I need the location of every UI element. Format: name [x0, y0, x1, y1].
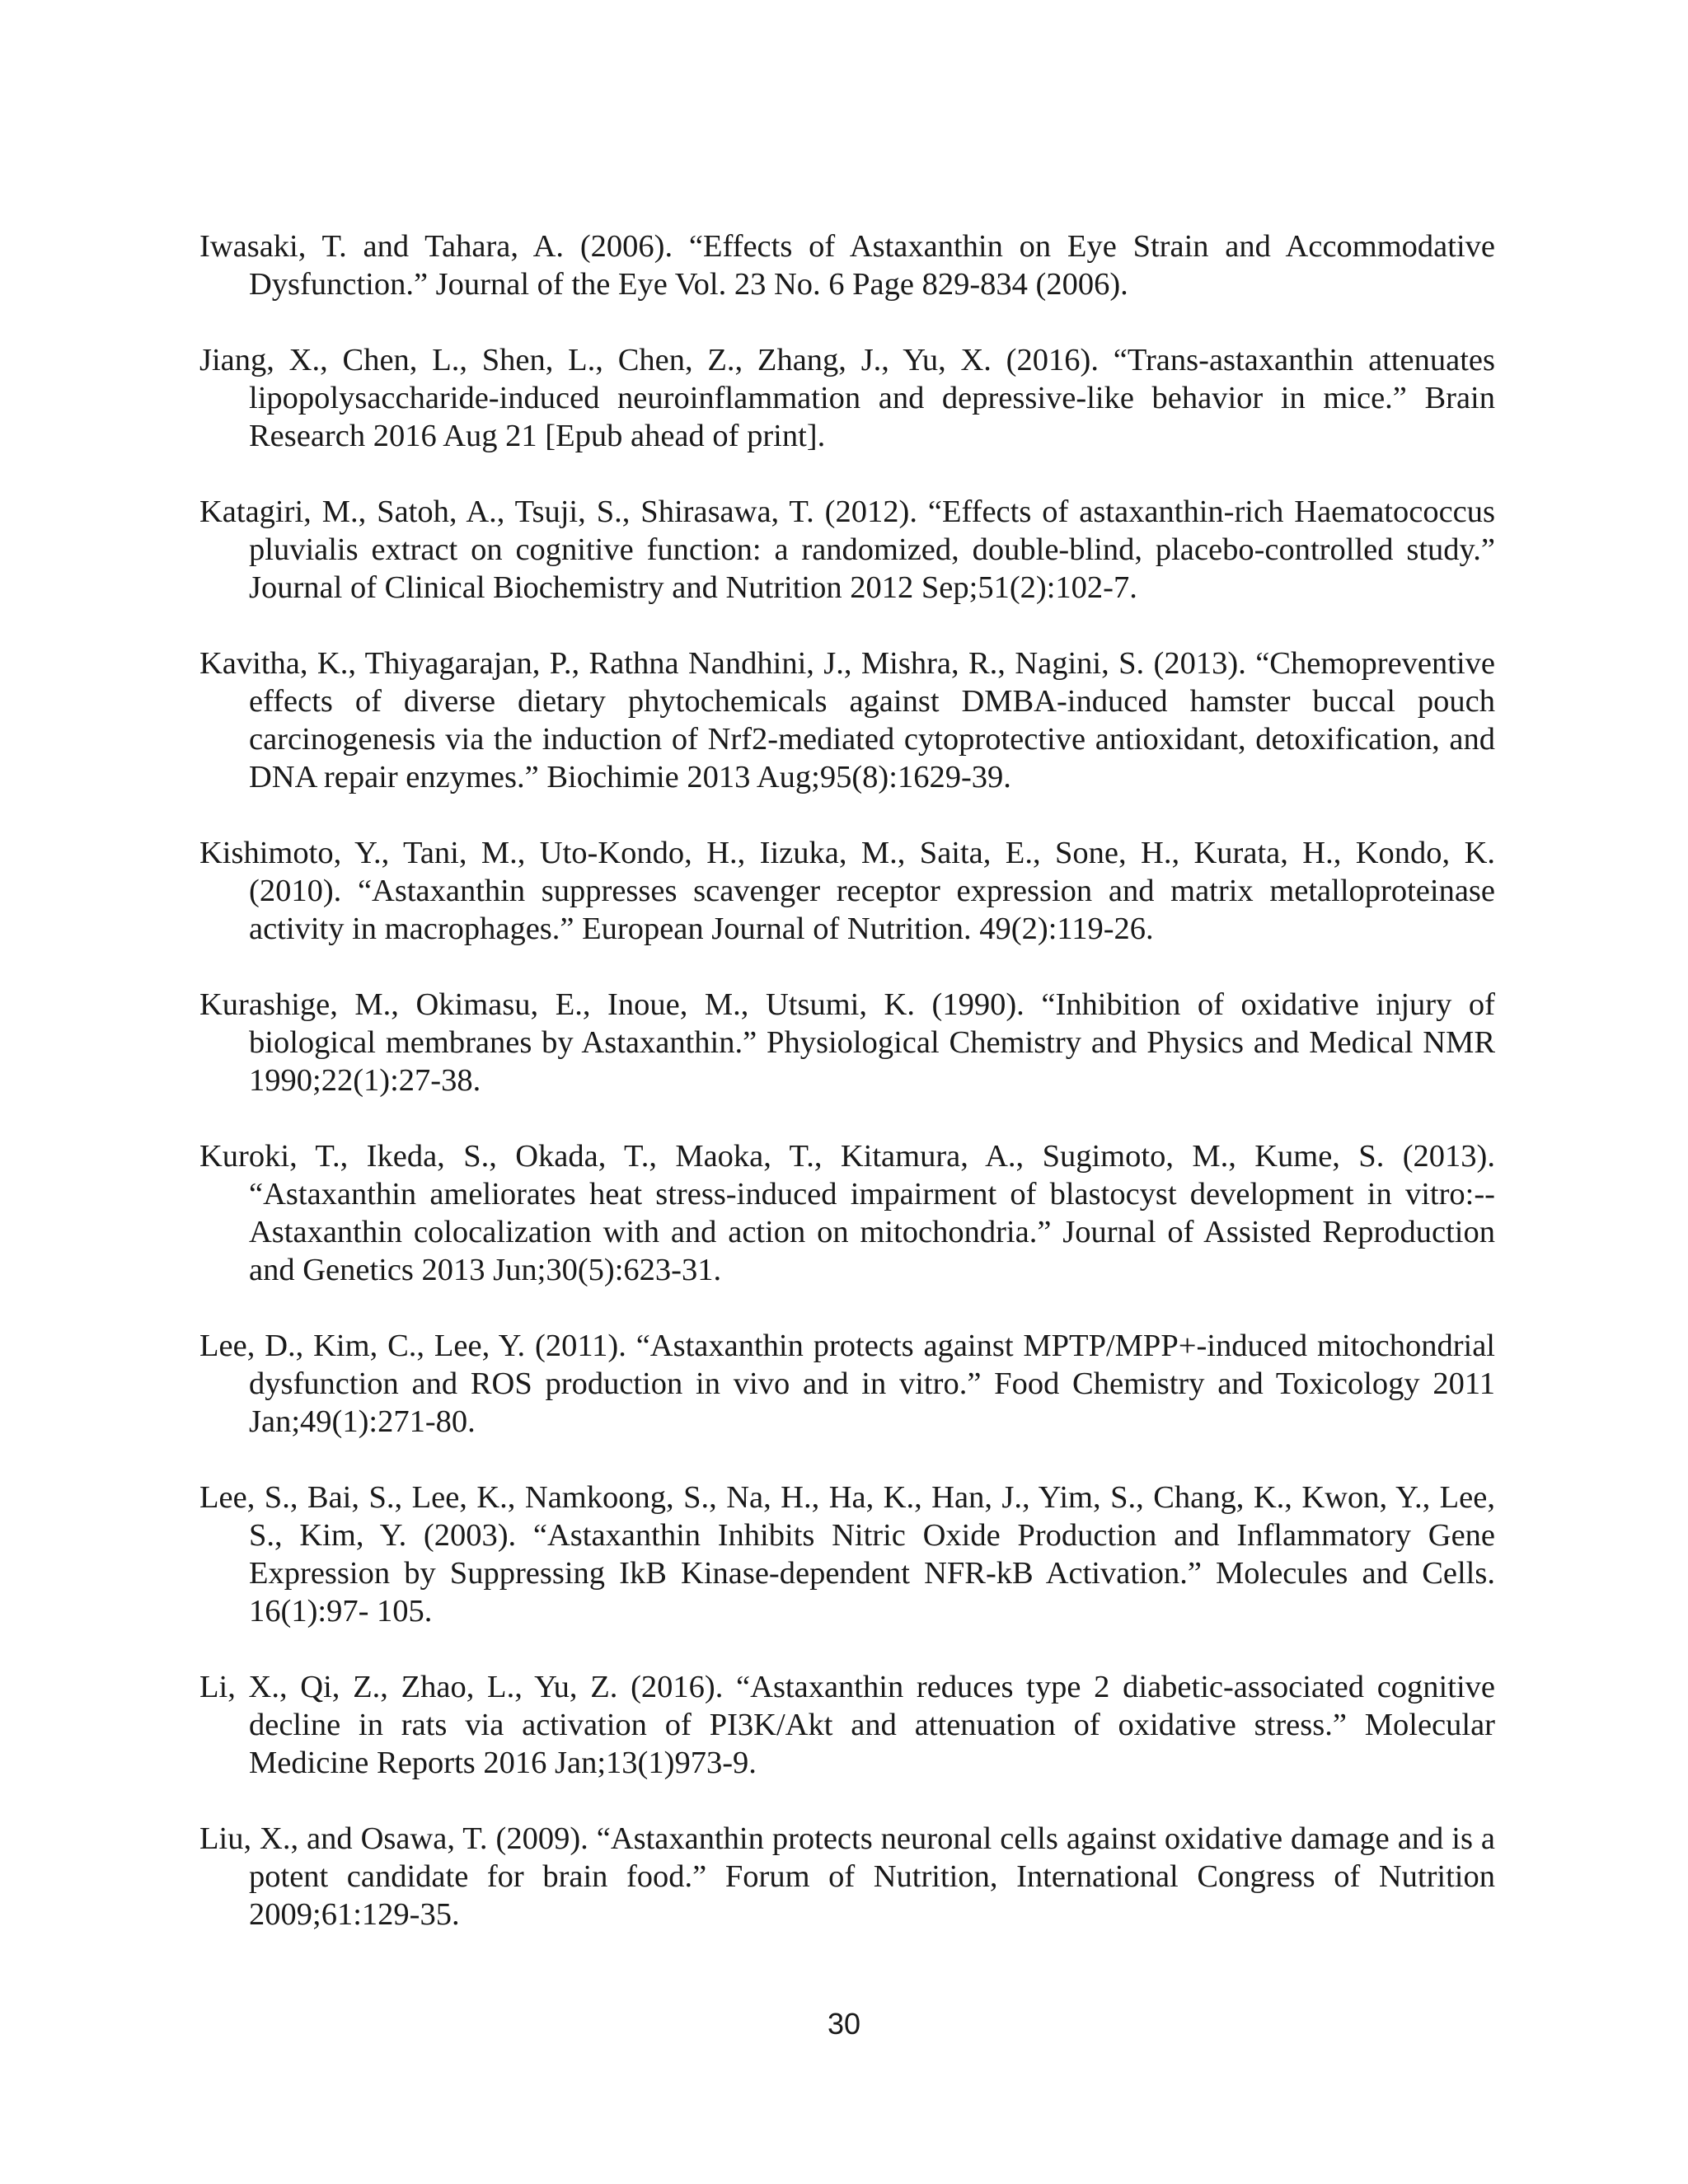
reference-entry: Iwasaki, T. and Tahara, A. (2006). “Effects of Astaxanthin on Eye Strain and Accommodative Dysfunction.” Journal of the Eye Vol. 23 No. 6 Page 829-834 (2006). [199, 229, 1495, 302]
reference-entry: Liu, X., and Osawa, T. (2009). “Astaxanthin protects neuronal cells against oxidative damage and is a potent candidate for brain food.” Forum of Nutrition, International Congress of Nutrition 2009;61:129-35. [199, 1821, 1495, 1932]
reference-entry: Li, X., Qi, Z., Zhao, L., Yu, Z. (2016). “Astaxanthin reduces type 2 diabetic-associated cognitive decline in rats via activation of PI3K/Akt and attenuation of oxidative stress.” Molecular Medicine Reports 2016 Jan;13(1)973-9. [199, 1670, 1495, 1780]
reference-entry: Kuroki, T., Ikeda, S., Okada, T., Maoka, T., Kitamura, A., Sugimoto, M., Kume, S. (2013). “Astaxanthin ameliorates heat stress-induced impairment of blastocyst development in vitro:--Astaxanthin colocalization with and action on mitochondria.” Journal of Assisted Reproduction and Genetics 2013 Jun;30(5):623-31. [199, 1139, 1495, 1287]
reference-entry: Lee, D., Kim, C., Lee, Y. (2011). “Astaxanthin protects against MPTP/MPP+-induced mitochondrial dysfunction and ROS production in vivo and in vitro.” Food Chemistry and Toxicology 2011 Jan;49(1):271-80. [199, 1329, 1495, 1439]
reference-list [199, 227, 1495, 1971]
reference-entry: Kishimoto, Y., Tani, M., Uto-Kondo, H., Iizuka, M., Saita, E., Sone, H., Kurata, H., Kondo, K. (2010). “Astaxanthin suppresses scavenger receptor expression and matrix metalloproteinase activity in macrophages.” European Journal of Nutrition. 49(2):119-26. [199, 836, 1495, 946]
reference-entry: Lee, S., Bai, S., Lee, K., Namkoong, S., Na, H., Ha, K., Han, J., Yim, S., Chang, K., Kwon, Y., Lee, S., Kim, Y. (2003). “Astaxanthin Inhibits Nitric Oxide Production and Inflammatory Gene Expression by Suppressing IkB Kinase-dependent NFR-kB Activation.” Molecules and Cells. 16(1):97- 105. [199, 1480, 1495, 1629]
reference-entry: Kurashige, M., Okimasu, E., Inoue, M., Utsumi, K. (1990). “Inhibition of oxidative injury of biological membranes by Astaxanthin.” Physiological Chemistry and Physics and Medical NMR 1990;22(1):27-38. [199, 987, 1495, 1098]
reference-entry: Kavitha, K., Thiyagarajan, P., Rathna Nandhini, J., Mishra, R., Nagini, S. (2013). “Chemopreventive effects of diverse dietary phytochemicals against DMBA-induced hamster buccal pouch carcinogenesis via the induction of Nrf2-mediated cytoprotective antioxidant, detoxification, and DNA repair enzymes.” Biochimie 2013 Aug;95(8):1629-39. [199, 646, 1495, 794]
reference-entry: Katagiri, M., Satoh, A., Tsuji, S., Shirasawa, T. (2012). “Effects of astaxanthin-rich Haematococcus pluvialis extract on cognitive function: a randomized, double-blind, placebo-controlled study.” Journal of Clinical Biochemistry and Nutrition 2012 Sep;51(2):102-7. [199, 494, 1495, 605]
page-number: 30 [827, 2007, 861, 2041]
reference-entry: Jiang, X., Chen, L., Shen, L., Chen, Z., Zhang, J., Yu, X. (2016). “Trans-astaxanthin attenuates lipopolysaccharide-induced neuroinflammation and depressive-like behavior in mice.” Brain Research 2016 Aug 21 [Epub ahead of print]. [199, 343, 1495, 453]
